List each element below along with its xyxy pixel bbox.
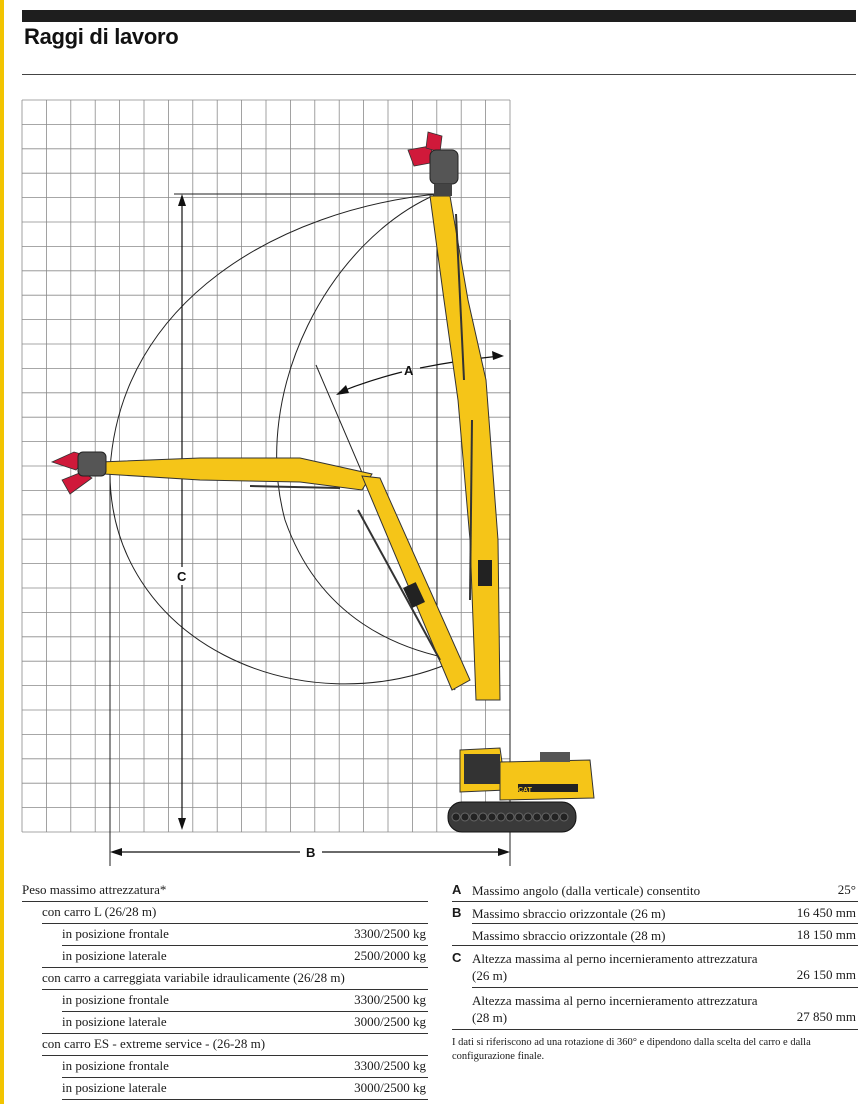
spec-text: Altezza massima al perno incernieramento attrezzatura (28 m) (472, 993, 758, 1025)
row-label: in posizione laterale (62, 1014, 167, 1029)
track-roller (452, 813, 460, 821)
row-label: in posizione laterale (62, 1080, 167, 1095)
track-roller (497, 813, 505, 821)
row-divider (452, 1029, 858, 1030)
dimension-a-arrow-right (492, 351, 504, 360)
excavator-body (448, 748, 594, 832)
dimension-b-arrow-left (110, 848, 122, 856)
row-divider (62, 1099, 428, 1100)
group-row (22, 968, 428, 990)
table-row (22, 1012, 428, 1034)
table-row (22, 990, 428, 1012)
table-row (22, 1056, 428, 1078)
dimension-b-label: B (306, 845, 316, 860)
row-value: 2500/2000 kg (354, 948, 426, 963)
spec-text: Massimo angolo (dalla verticale) consentito (472, 883, 701, 898)
group-label: con carro a carreggiata variabile idraulicamente (26/28 m) (42, 970, 345, 985)
track-roller (560, 813, 568, 821)
track-roller (542, 813, 550, 821)
row-value: 3000/2500 kg (354, 1014, 426, 1029)
table-heading: Peso massimo attrezzatura* (22, 882, 167, 897)
spec-letter: A (452, 882, 462, 897)
track-roller (488, 813, 496, 821)
row-value: 3300/2500 kg (354, 926, 426, 941)
spec-value: 27 850 mm (796, 1009, 856, 1024)
machine-logo: CAT (518, 787, 532, 794)
row-value: 3300/2500 kg (354, 1058, 426, 1073)
table-row (22, 924, 428, 946)
row-value: 3300/2500 kg (354, 992, 426, 1007)
spec-value: 18 150 mm (796, 927, 856, 942)
spec-text: Massimo sbraccio orizzontale (26 m) (472, 906, 666, 921)
specifications-table (452, 880, 858, 1030)
track-roller (533, 813, 541, 821)
row-label: in posizione frontale (62, 1058, 169, 1073)
dimension-c-label: C (177, 569, 187, 584)
row-label: in posizione frontale (62, 926, 169, 941)
spec-row (452, 946, 858, 988)
dimension-a-label: A (404, 363, 414, 378)
group-label: con carro ES - extreme service - (26-28 m) (42, 1036, 266, 1051)
dimension-c-arrow-bottom (178, 818, 186, 830)
spec-letter: B (452, 905, 462, 920)
spec-value: 25° (837, 882, 856, 897)
track-roller (506, 813, 514, 821)
reach-arc-outer (110, 194, 457, 684)
dimension-c-arrow-top (178, 194, 186, 206)
boom-horizontal (100, 458, 470, 690)
spec-text: Altezza massima al perno incernieramento attrezzatura (26 m) (472, 951, 758, 983)
footnote: I dati si riferiscono ad una rotazione di 360° e dipendono dalla scelta del carro e dalla configurazione finale. (452, 1037, 811, 1062)
spec-row (452, 880, 858, 902)
spec-letter: C (452, 950, 462, 965)
shear-left (52, 452, 106, 494)
track-roller (524, 813, 532, 821)
table-heading-row (22, 880, 428, 902)
attachment-weight-table (22, 880, 428, 1100)
dimension-b-arrow-right (498, 848, 510, 856)
spec-text: Massimo sbraccio orizzontale (28 m) (472, 928, 666, 943)
table-row (22, 1078, 428, 1100)
row-label: in posizione laterale (62, 948, 167, 963)
table-row (22, 946, 428, 968)
spec-row (452, 924, 858, 946)
track-roller (551, 813, 559, 821)
row-label: in posizione frontale (62, 992, 169, 1007)
spec-row (452, 902, 858, 924)
track-roller (515, 813, 523, 821)
group-row (22, 902, 428, 924)
page-title: Raggi di lavoro (24, 24, 179, 49)
spec-value: 16 450 mm (796, 905, 856, 920)
group-row (22, 1034, 428, 1056)
shear-top (408, 132, 458, 196)
group-label: con carro L (26/28 m) (42, 904, 157, 919)
spec-row (452, 988, 858, 1030)
track-roller (470, 813, 478, 821)
track-roller (461, 813, 469, 821)
track-roller (479, 813, 487, 821)
spec-value: 26 150 mm (796, 967, 856, 982)
dimension-a-arrow-left (336, 385, 349, 395)
row-value: 3000/2500 kg (354, 1080, 426, 1095)
